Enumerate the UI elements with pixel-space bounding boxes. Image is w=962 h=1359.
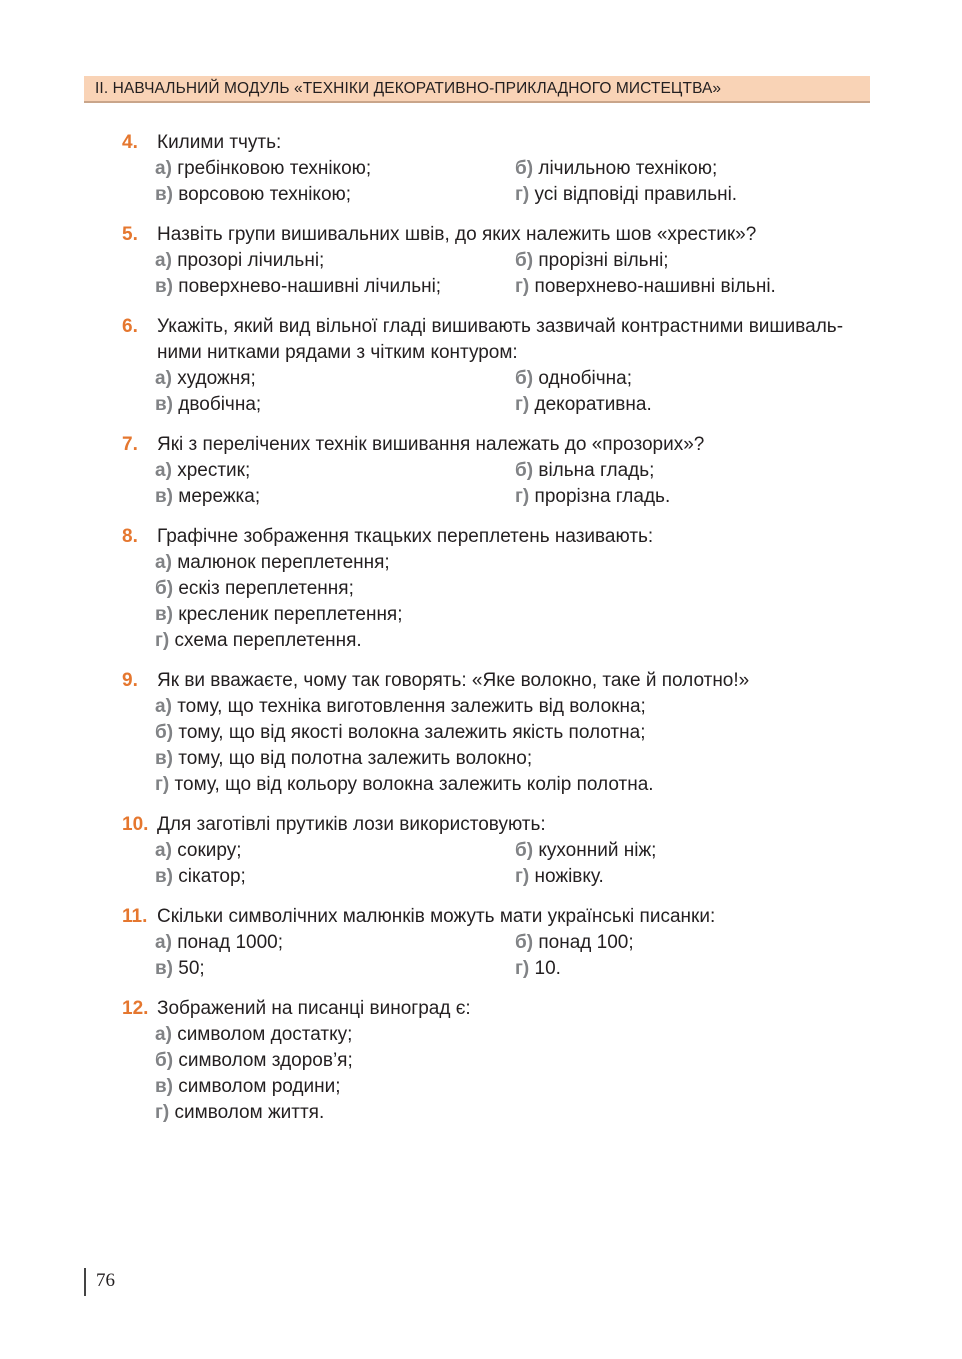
- option-letter: г): [515, 394, 530, 415]
- answer-option: [515, 458, 875, 484]
- option-text: понад 100;: [538, 932, 634, 953]
- answer-option: [155, 694, 874, 720]
- answer-option: [155, 772, 874, 798]
- answer-option: [515, 248, 875, 274]
- option-text: тому, що від якості волокна залежить якість полотна;: [178, 722, 646, 743]
- question-line: [122, 904, 874, 930]
- answer-option: [155, 550, 874, 576]
- option-text: ножівку.: [534, 866, 604, 887]
- question-line: [122, 432, 874, 458]
- question-line: [122, 668, 874, 694]
- question-text: Скільки символічних малюнків можуть мати українські писанки:: [157, 906, 716, 927]
- question-number: 10.: [122, 814, 149, 835]
- answer-option: [155, 458, 515, 484]
- option-letter: б): [515, 250, 534, 271]
- question-block: [122, 432, 874, 510]
- option-letter: г): [515, 866, 530, 887]
- option-letter: в): [155, 748, 174, 769]
- option-letter: а): [155, 250, 172, 271]
- answer-option: [155, 838, 515, 864]
- answer-options: [122, 458, 874, 510]
- answer-option: [515, 484, 875, 510]
- option-letter: б): [515, 368, 534, 389]
- answer-option: [155, 720, 874, 746]
- option-text: прорізні вільні;: [538, 250, 669, 271]
- answer-option: [155, 930, 515, 956]
- module-header-title: II. НАВЧАЛЬНИЙ МОДУЛЬ «ТЕХНІКИ ДЕКОРАТИВНО-ПРИКЛАДНОГО МИСТЕЦТВА»: [95, 80, 722, 97]
- option-letter: в): [155, 604, 174, 625]
- question-number: 9.: [122, 670, 138, 691]
- option-letter: а): [155, 460, 172, 481]
- question-block: [122, 130, 874, 208]
- question-text: Які з перелічених технік вишивання належать до «прозорих»?: [157, 434, 705, 455]
- answer-option: [155, 274, 515, 300]
- option-letter: г): [155, 774, 170, 795]
- question-text: Укажіть, який вид вільної гладі вишивають зазвичай контрастними вишиваль-ними нитками рядами з чітким контуром:: [157, 316, 844, 363]
- option-text: однобічна;: [538, 368, 632, 389]
- answer-option: [515, 838, 875, 864]
- option-letter: а): [155, 840, 172, 861]
- option-text: 50;: [178, 958, 205, 979]
- option-text: тому, що від полотна залежить волокно;: [178, 748, 533, 769]
- answer-options: [122, 248, 874, 300]
- option-letter: б): [515, 460, 534, 481]
- question-block: [122, 222, 874, 300]
- option-letter: в): [155, 958, 174, 979]
- option-text: поверхнево-нашивні вільні.: [534, 276, 776, 297]
- question-text: Назвіть групи вишивальних швів, до яких належить шов «хрестик»?: [157, 224, 757, 245]
- answer-options: [122, 838, 874, 890]
- answer-options: [122, 156, 874, 208]
- answer-option: [515, 956, 875, 982]
- option-text: поверхнево-нашивні лічильні;: [178, 276, 442, 297]
- option-text: двобічна;: [178, 394, 262, 415]
- question-number: 7.: [122, 434, 138, 455]
- answer-option: [515, 274, 875, 300]
- option-text: усі відповіді правильні.: [534, 184, 738, 205]
- question-block: [122, 996, 874, 1126]
- question-text: Килими тчуть:: [157, 132, 282, 153]
- option-letter: б): [515, 932, 534, 953]
- answer-options: [122, 1022, 874, 1126]
- option-text: тому, що техніка виготовлення залежить від волокна;: [177, 696, 646, 717]
- option-text: ескіз переплетення;: [178, 578, 354, 599]
- option-text: символом життя.: [174, 1102, 325, 1123]
- question-text: Зображений на писанці виноград є:: [157, 998, 471, 1019]
- option-text: вільна гладь;: [538, 460, 655, 481]
- page-number: 76: [96, 1270, 115, 1291]
- option-text: тому, що від кольору волокна залежить колір полотна.: [174, 774, 654, 795]
- question-block: [122, 812, 874, 890]
- option-text: прозорі лічильні;: [177, 250, 325, 271]
- question-block: [122, 668, 874, 798]
- option-letter: б): [155, 722, 174, 743]
- question-block: [122, 314, 874, 418]
- option-letter: в): [155, 866, 174, 887]
- answer-option: [155, 366, 515, 392]
- question-number: 4.: [122, 132, 138, 153]
- option-letter: г): [515, 276, 530, 297]
- option-text: декоративна.: [534, 394, 652, 415]
- option-text: сікатор;: [178, 866, 246, 887]
- module-header-bar: [84, 76, 870, 103]
- option-text: мережка;: [178, 486, 261, 507]
- option-letter: а): [155, 552, 172, 573]
- question-list: [122, 130, 874, 1140]
- answer-option: [515, 366, 875, 392]
- option-text: прорізна гладь.: [534, 486, 671, 507]
- option-letter: а): [155, 368, 172, 389]
- option-letter: б): [515, 840, 534, 861]
- question-block: [122, 524, 874, 654]
- question-line: [122, 524, 874, 550]
- option-letter: в): [155, 394, 174, 415]
- option-letter: в): [155, 184, 174, 205]
- option-text: ворсовою технікою;: [178, 184, 352, 205]
- answer-option: [155, 484, 515, 510]
- answer-option: [155, 956, 515, 982]
- answer-option: [155, 248, 515, 274]
- question-number: 6.: [122, 316, 138, 337]
- option-text: 10.: [534, 958, 561, 979]
- question-number: 12.: [122, 998, 149, 1019]
- option-letter: г): [155, 1102, 170, 1123]
- question-number: 5.: [122, 224, 138, 245]
- page-number-divider: [84, 1268, 86, 1296]
- answer-option: [155, 1048, 874, 1074]
- option-text: символом родини;: [178, 1076, 341, 1097]
- answer-option: [155, 182, 515, 208]
- option-text: схема переплетення.: [174, 630, 362, 651]
- answer-option: [155, 1100, 874, 1126]
- question-text: Для заготівлі прутиків лози використовують:: [157, 814, 546, 835]
- question-number: 11.: [122, 906, 148, 927]
- option-letter: б): [155, 578, 174, 599]
- question-line: [122, 130, 874, 156]
- answer-option: [515, 182, 875, 208]
- question-text: Графічне зображення ткацьких переплетень називають:: [157, 526, 654, 547]
- option-text: понад 1000;: [177, 932, 284, 953]
- answer-option: [515, 392, 875, 418]
- answer-option: [155, 1022, 874, 1048]
- option-letter: г): [155, 630, 170, 651]
- answer-option: [155, 156, 515, 182]
- option-text: хрестик;: [177, 460, 251, 481]
- option-letter: а): [155, 696, 172, 717]
- option-text: лічильною технікою;: [538, 158, 718, 179]
- question-line: [122, 222, 874, 248]
- option-letter: г): [515, 184, 530, 205]
- answer-options: [122, 694, 874, 798]
- option-text: гребінковою технікою;: [177, 158, 372, 179]
- answer-option: [515, 930, 875, 956]
- answer-options: [122, 550, 874, 654]
- question-number: 8.: [122, 526, 138, 547]
- answer-option: [155, 392, 515, 418]
- option-text: художня;: [177, 368, 256, 389]
- answer-option: [155, 864, 515, 890]
- option-letter: в): [155, 276, 174, 297]
- option-text: символом здоров’я;: [178, 1050, 353, 1071]
- question-line: [122, 996, 874, 1022]
- option-text: сокиру;: [177, 840, 242, 861]
- option-letter: а): [155, 932, 172, 953]
- option-letter: г): [515, 486, 530, 507]
- answer-options: [122, 930, 874, 982]
- answer-option: [515, 156, 875, 182]
- answer-option: [155, 602, 874, 628]
- option-text: кухонний ніж;: [538, 840, 657, 861]
- option-letter: а): [155, 1024, 172, 1045]
- question-block: [122, 904, 874, 982]
- question-text: Як ви вважаєте, чому так говорять: «Яке волокно, таке й полотно!»: [157, 670, 750, 691]
- answer-option: [515, 864, 875, 890]
- option-letter: б): [515, 158, 534, 179]
- answer-option: [155, 1074, 874, 1100]
- option-text: символом достатку;: [177, 1024, 353, 1045]
- option-text: кресленик переплетення;: [178, 604, 403, 625]
- question-line: [122, 314, 874, 366]
- option-text: малюнок переплетення;: [177, 552, 390, 573]
- answer-option: [155, 576, 874, 602]
- question-line: [122, 812, 874, 838]
- option-letter: в): [155, 1076, 174, 1097]
- answer-options: [122, 366, 874, 418]
- option-letter: б): [155, 1050, 174, 1071]
- answer-option: [155, 628, 874, 654]
- option-letter: г): [515, 958, 530, 979]
- answer-option: [155, 746, 874, 772]
- option-letter: а): [155, 158, 172, 179]
- option-letter: в): [155, 486, 174, 507]
